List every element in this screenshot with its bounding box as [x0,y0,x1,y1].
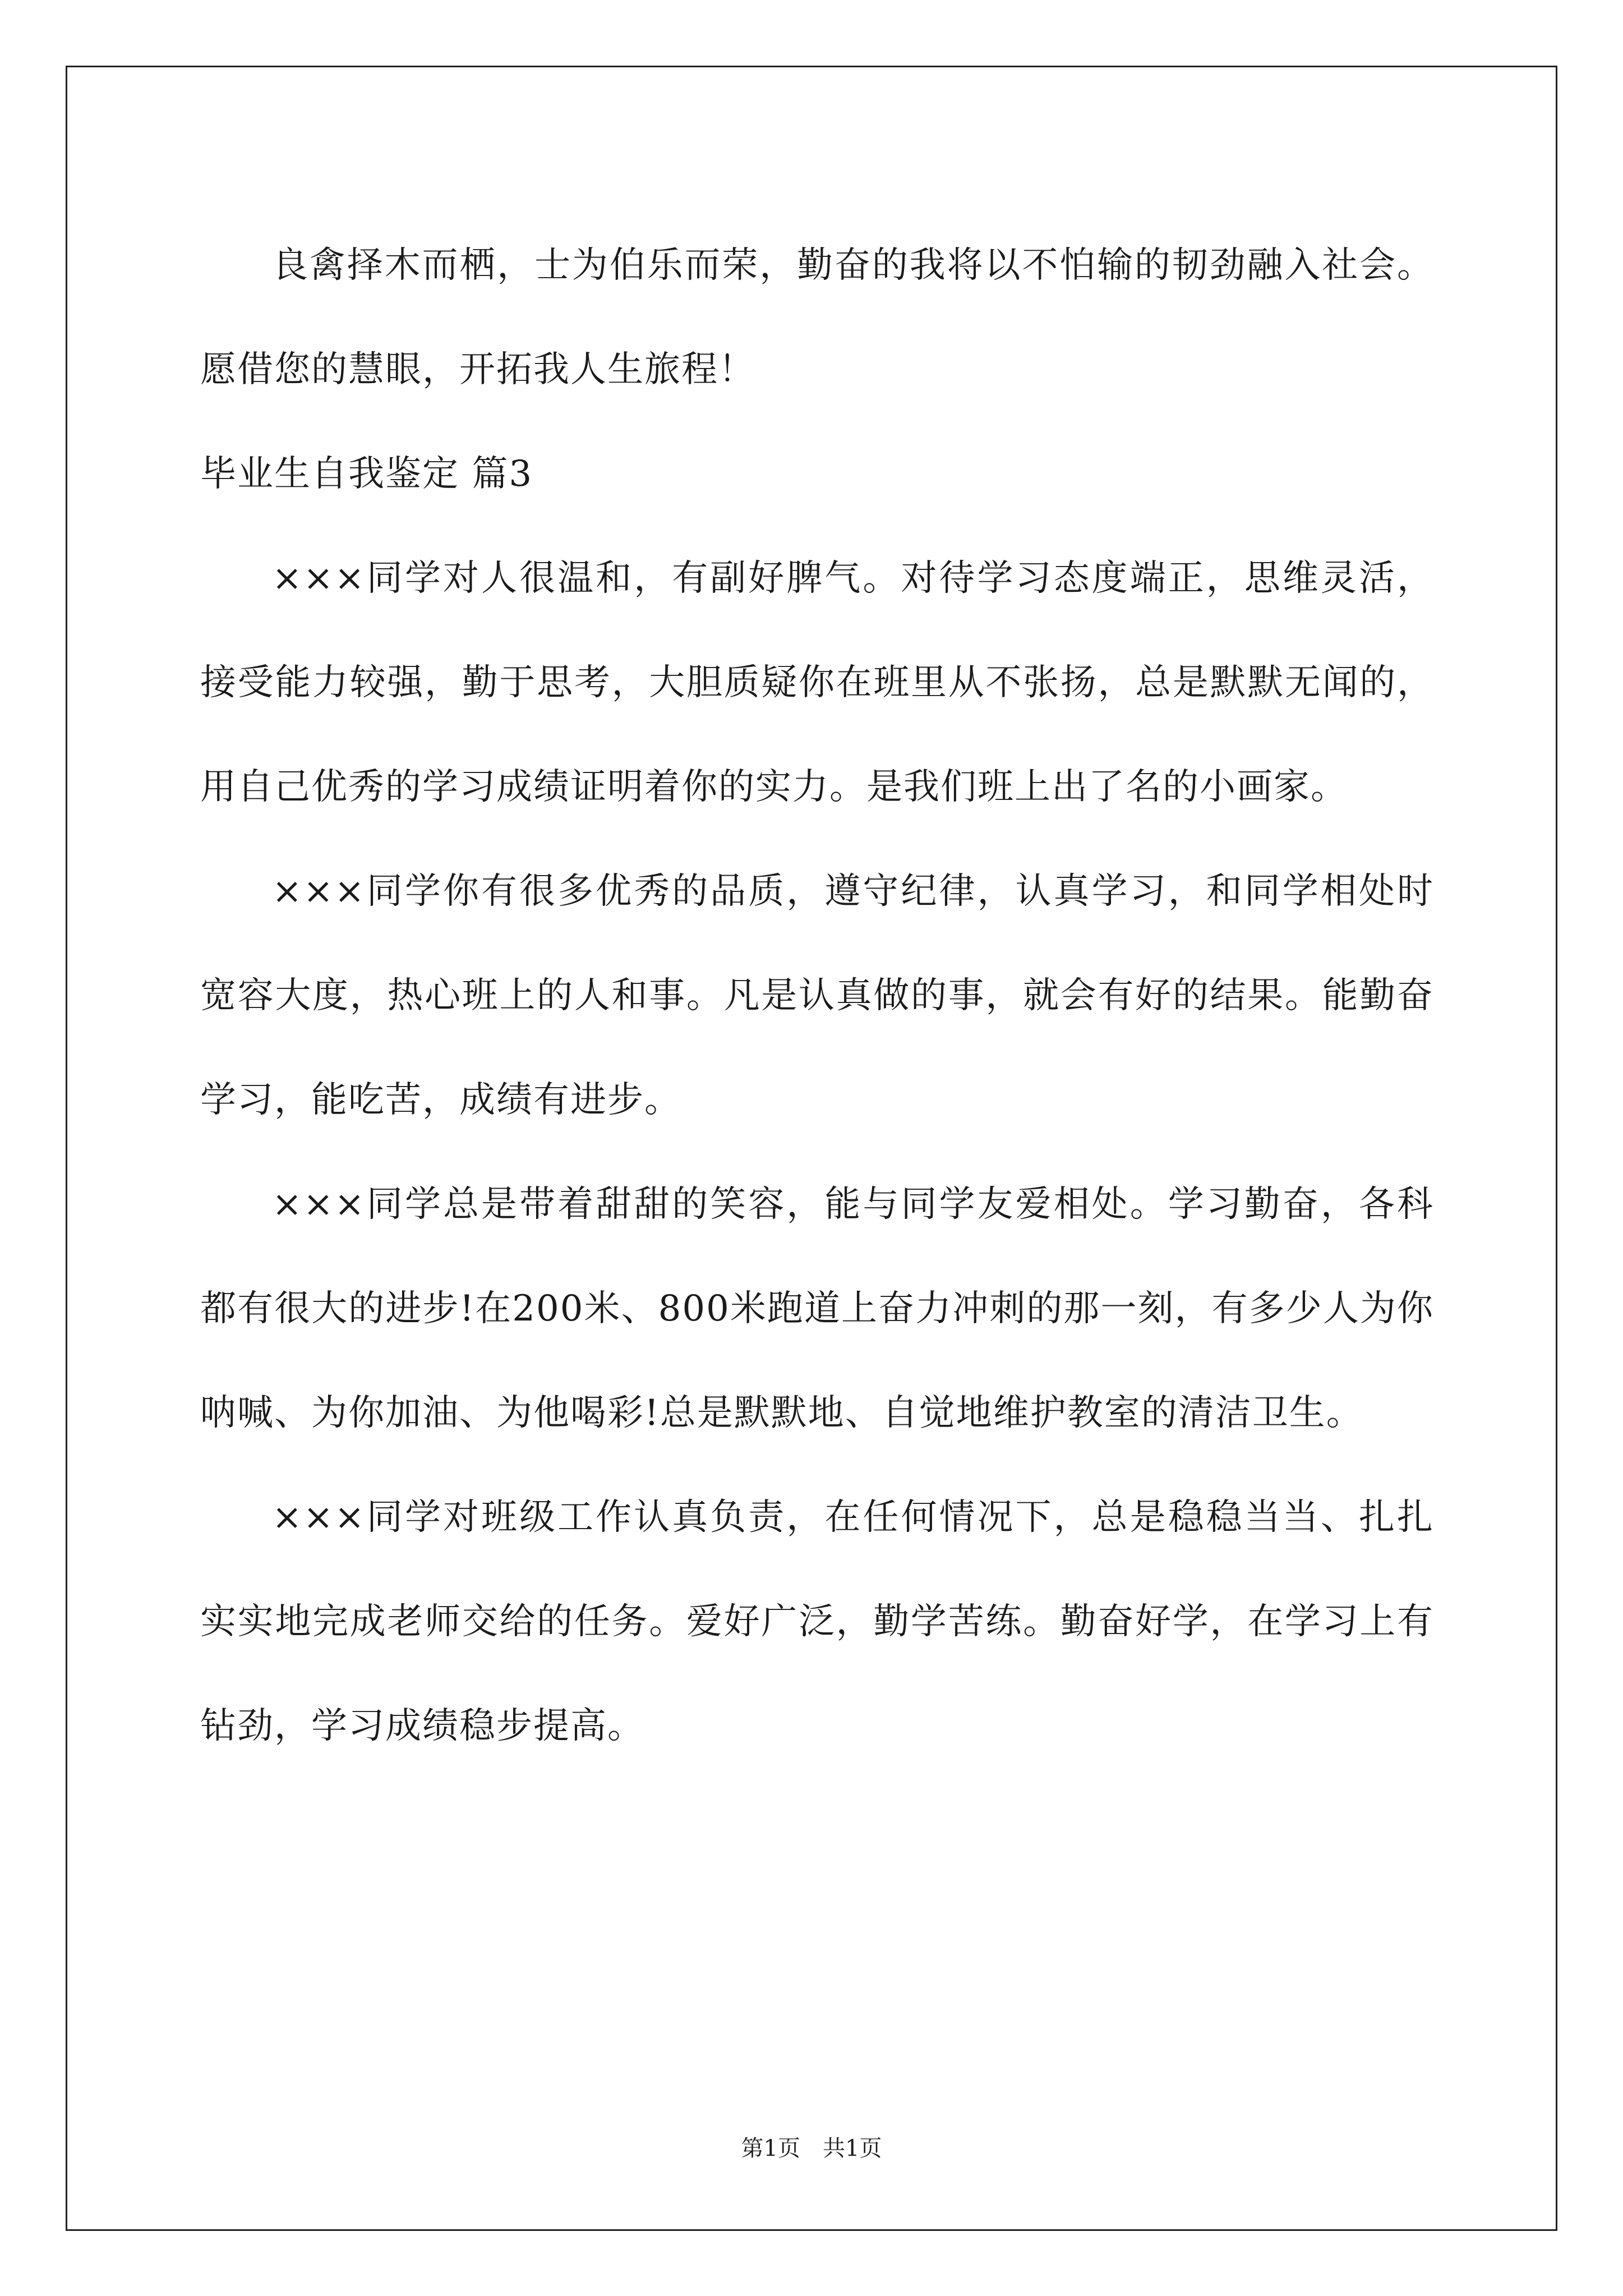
paragraph-2: ×××同学你有很多优秀的品质，遵守纪律，认真学习，和同学相处时宽容大度，热心班上的人和事。凡是认真做的事，就会有好的结果。能勤奋学习，能吃苦，成绩有进步。 [200,871,1434,1121]
page-footer: 第1页 共1页 [741,2136,882,2161]
paragraph-intro: 良禽择木而栖，士为伯乐而荣，勤奋的我将以不怕输的韧劲融入社会。愿借您的慧眼，开拓我人生旅程！ [200,245,1434,390]
document-body [200,213,1434,1778]
paragraph-1: ×××同学对人很温和，有副好脾气。对待学习态度端正，思维灵活，接受能力较强，勤于思考，大胆质疑你在班里从不张扬，总是默默无闻的，用自己优秀的学习成绩证明着你的实力。是我们班上出了名的小画家。 [200,558,1434,808]
paragraph-4: ×××同学对班级工作认真负责，在任何情况下，总是稳稳当当、扎扎实实地完成老师交给的任务。爱好广泛，勤学苦练。勤奋好学，在学习上有钻劲，学习成绩稳步提高。 [200,1497,1434,1747]
paragraph-3: ×××同学总是带着甜甜的笑容，能与同学友爱相处。学习勤奋，各科都有很大的进步!在200米、800米跑道上奋力冲刺的那一刻，有多少人为你呐喊、为你加油、为他喝彩!总是默默地、自觉地维护教室的清洁卫生。 [200,1184,1434,1434]
section-heading: 毕业生自我鉴定 篇3 [200,453,533,495]
